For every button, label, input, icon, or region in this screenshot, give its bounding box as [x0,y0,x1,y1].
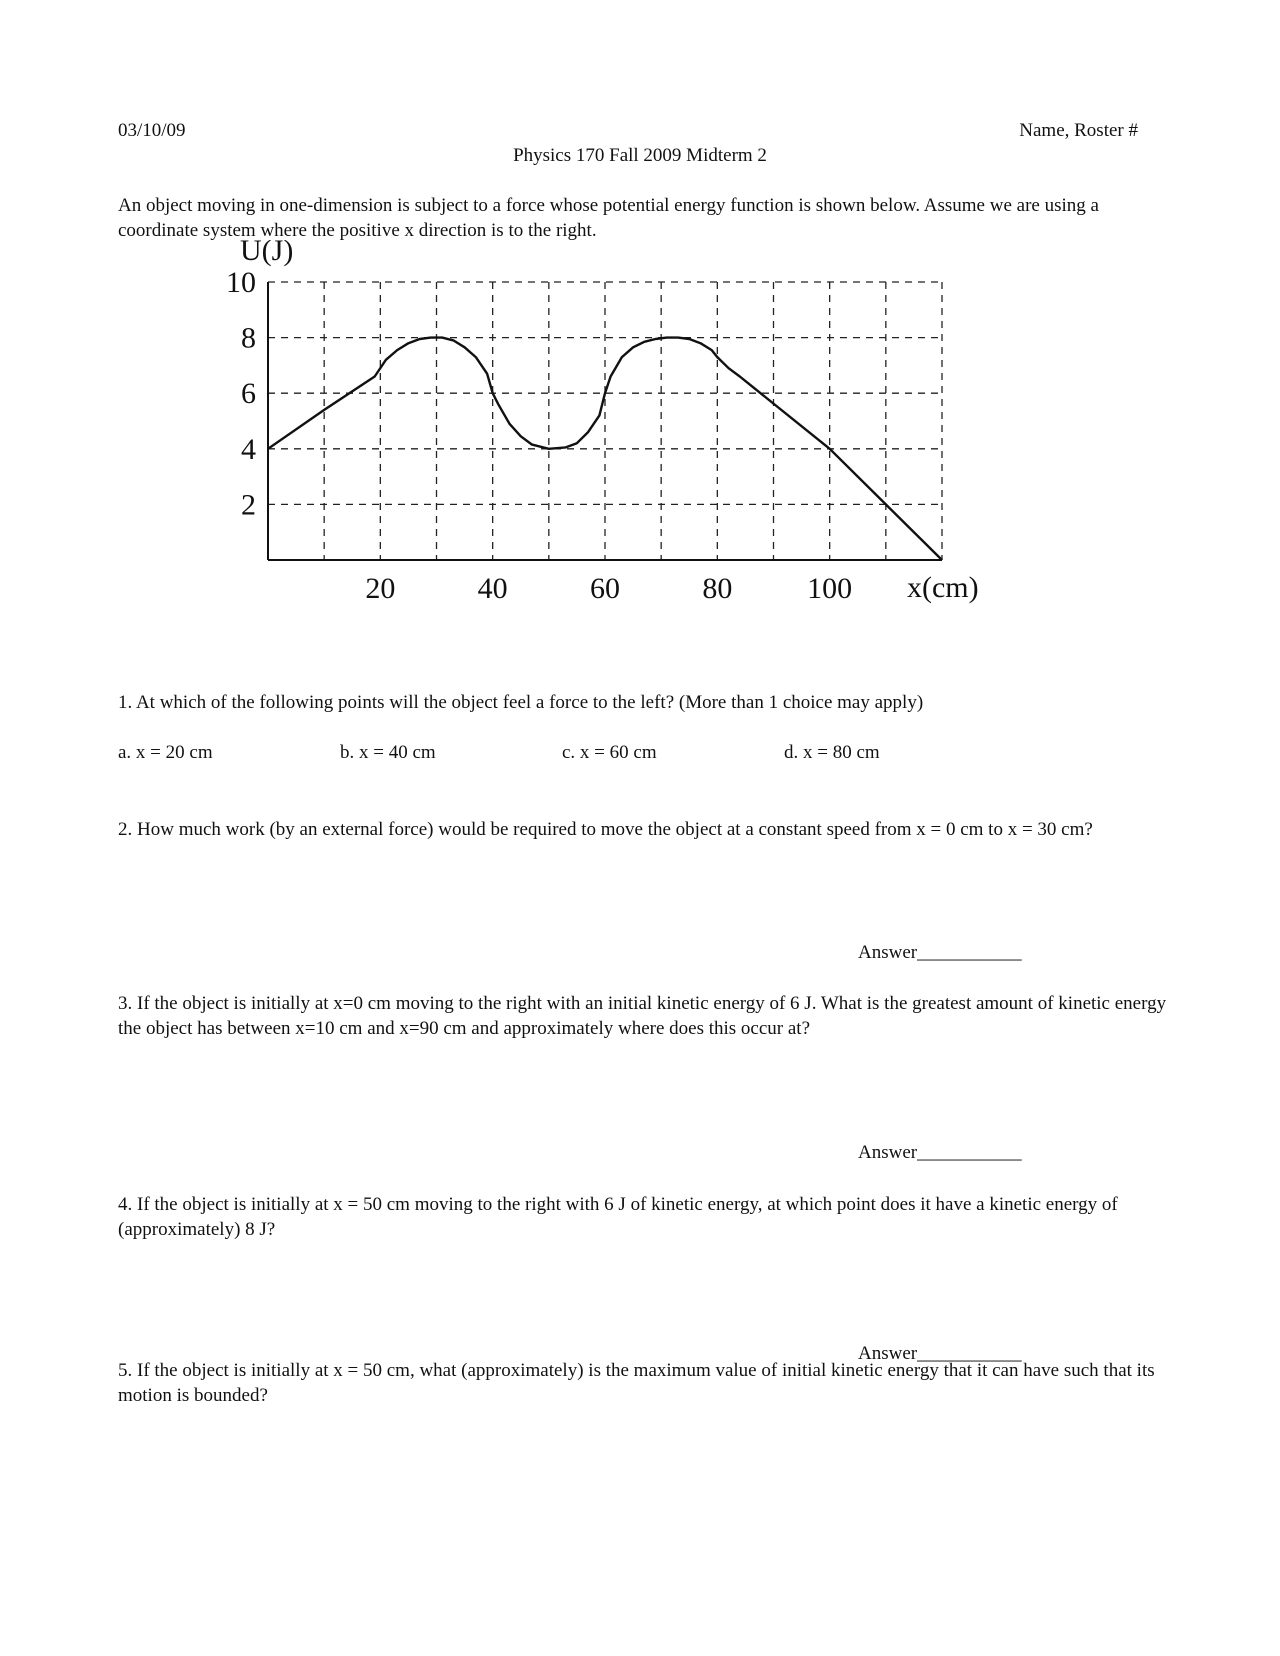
x-tick-label: 100 [807,572,853,605]
choice-a: a. x = 20 cm [118,742,213,763]
y-tick-label: 10 [226,266,256,299]
x-axis-label: x(cm) [907,571,979,604]
question-1: 1. At which of the following points will the object feel a force to the left? (More than 1 choice may apply) [118,692,924,713]
y-tick-label: 4 [241,432,256,466]
chart-grid [268,282,942,560]
question-4: 4. If the object is initially at x = 50 cm moving to the right with 6 J of kinetic energy, at which point does it have a kinetic energy of (approximately) 8 J? [118,1194,1118,1240]
y-tick-label: 8 [241,321,256,355]
y-tick-label: 6 [241,377,256,411]
choice-c: c. x = 60 cm [562,742,657,763]
question-3: 3. If the object is initially at x=0 cm moving to the right with an initial kinetic energy of 6 J. What is the greatest amount of kinetic energy the object has between x=10 cm and x=90 cm and approximately where does this occur at? [118,993,1167,1039]
question-2: 2. How much work (by an external force) would be required to move the object at a constant speed from x = 0 cm to x = 30 cm? [118,819,1093,840]
choice-b: b. x = 40 cm [340,742,436,763]
answer-line-3: Answer___________ [858,1142,1022,1163]
y-axis-label: U(J) [240,240,294,267]
x-tick-label: 80 [702,572,733,605]
x-tick-label: 40 [477,572,508,605]
name-roster-field: Name, Roster # [1019,120,1138,141]
answer-line-4: Answer___________ [858,1343,1022,1364]
choice-d: d. x = 80 cm [784,742,880,763]
exam-date: 03/10/09 [118,120,186,141]
potential-energy-chart [200,240,1080,640]
chart-tick-labels [226,266,852,605]
answer-line-2: Answer___________ [858,942,1022,963]
question-5: 5. If the object is initially at x = 50 cm, what (approximately) is the maximum value of initial kinetic energy that it can have such that its motion is bounded? [118,1360,1155,1406]
y-tick-label: 2 [241,488,256,522]
x-tick-label: 60 [590,572,620,605]
exam-title: Physics 170 Fall 2009 Midterm 2 [513,145,767,166]
intro-paragraph: An object moving in one-dimension is subject to a force whose potential energy function is shown below. Assume we are using a coordinate system where the positive x direction is to the right. [118,195,1099,241]
x-tick-label: 20 [365,572,396,605]
